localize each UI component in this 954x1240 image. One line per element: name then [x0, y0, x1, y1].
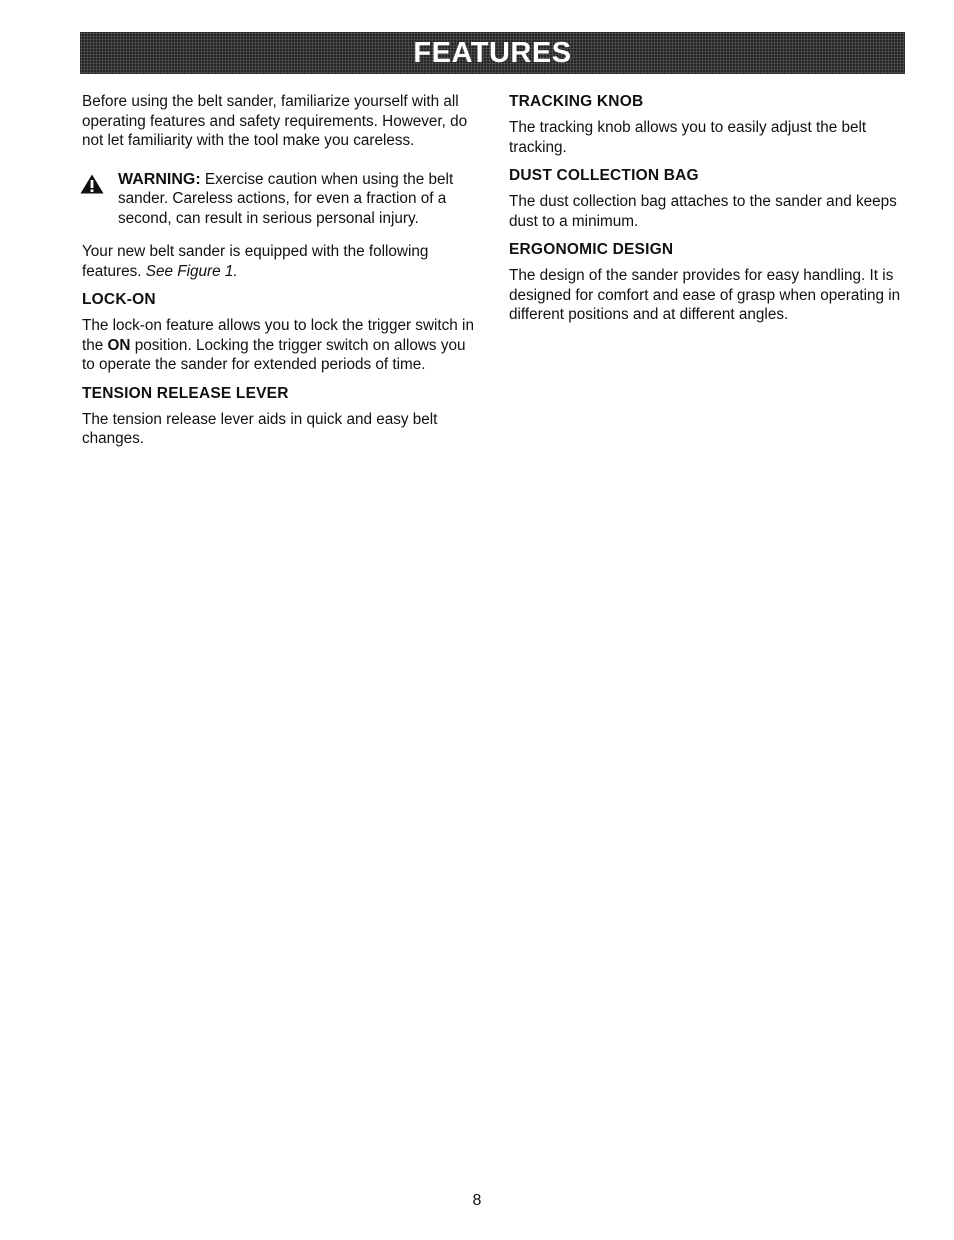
left-column — [82, 92, 482, 449]
tension-release-paragraph: The tension release lever aids in quick and easy belt changes. — [82, 410, 438, 447]
figure-reference: See Figure 1. — [145, 262, 238, 280]
dust-bag-heading: DUST COLLECTION BAG — [509, 167, 699, 184]
intro-paragraph: Before using the belt sander, familiarize yourself with all operating features and safety requirements. However, do not let familiarity with the tool make you careless. — [82, 93, 468, 149]
tracking-knob-heading: TRACKING KNOB — [509, 93, 644, 110]
lock-on-emphasis: ON — [107, 336, 131, 354]
warning-block — [82, 170, 482, 229]
lock-on-heading: LOCK-ON — [82, 291, 156, 308]
warning-body: Exercise caution when using the belt sander. Careless actions, for even a fraction of a second, can result in serious personal injury. — [118, 170, 454, 227]
ergonomic-paragraph: The design of the sander provides for easy handling. It is designed for comfort and ease of grasp when operating in different positions and at different angles. — [509, 267, 901, 323]
equipped-paragraph — [82, 242, 482, 281]
features-banner — [80, 32, 905, 74]
page-title: FEATURES — [413, 36, 572, 69]
ergonomic-heading: ERGONOMIC DESIGN — [509, 241, 674, 258]
page-number: 8 — [472, 1192, 482, 1209]
equipped-text: Your new belt sander is equipped with the following features. — [82, 243, 429, 280]
warning-text — [118, 170, 482, 229]
dust-bag-paragraph: The dust collection bag attaches to the sander and keeps dust to a minimum. — [509, 193, 897, 230]
warning-triangle-icon — [80, 174, 104, 194]
tracking-knob-paragraph: The tracking knob allows you to easily adjust the belt tracking. — [509, 119, 867, 156]
lock-on-text-before: The lock-on feature allows you to lock the trigger switch in the — [82, 317, 474, 354]
lock-on-paragraph — [82, 316, 482, 375]
warning-label: WARNING: — [118, 170, 201, 188]
right-column — [509, 92, 901, 325]
lock-on-text-after: position. Locking the trigger switch on allows you to operate the sander for extended periods of time. — [82, 336, 466, 373]
tension-release-heading: TENSION RELEASE LEVER — [82, 384, 289, 402]
